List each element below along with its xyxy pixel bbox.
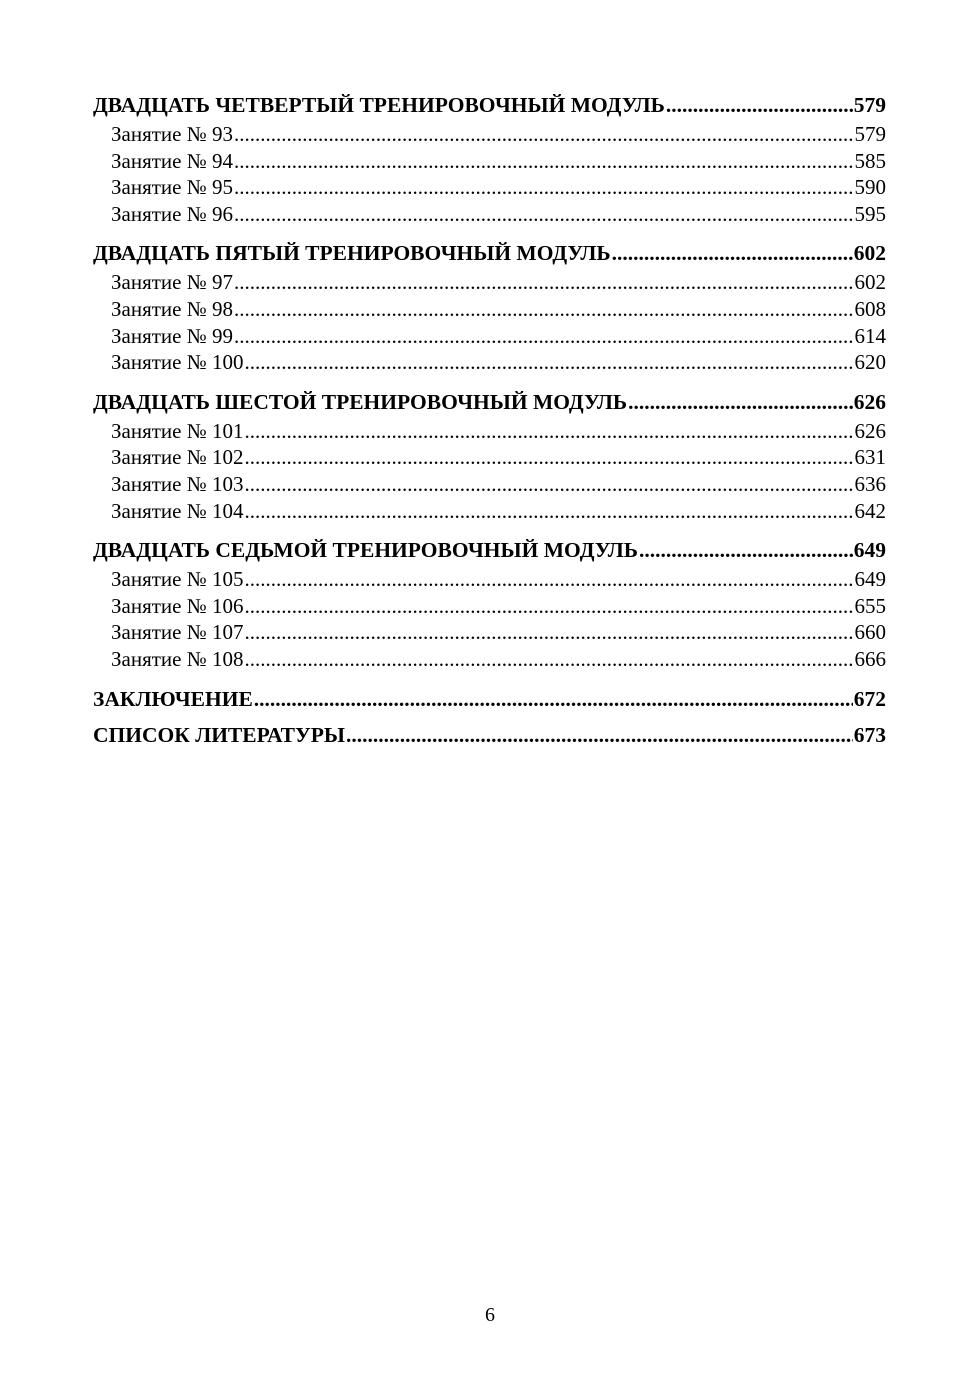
toc-lesson-entry[interactable] [93, 444, 886, 471]
lesson-title: Занятие № 93 [111, 122, 234, 146]
dot-leader [234, 269, 853, 296]
conclusion-title: ЗАКЛЮЧЕНИЕ [93, 686, 253, 711]
lesson-page-number: 626 [854, 418, 886, 443]
lesson-page-number: 631 [854, 445, 886, 470]
toc-section-heading[interactable] [93, 237, 886, 269]
toc-lesson-entry[interactable] [93, 296, 886, 323]
lesson-title: Занятие № 95 [111, 175, 234, 200]
lesson-title: Занятие № 103 [111, 471, 244, 496]
dot-leader [234, 296, 853, 323]
lesson-title: Занятие № 108 [111, 646, 244, 671]
toc-lesson-entry[interactable] [93, 418, 886, 445]
section-title: ДВАДЦАТЬ ПЯТЫЙ ТРЕНИРОВОЧНЫЙ МОДУЛЬ [93, 241, 611, 266]
dot-leader [346, 719, 853, 751]
lesson-title: Занятие № 94 [111, 148, 234, 173]
dot-leader [234, 121, 853, 148]
toc-references-heading[interactable] [93, 719, 886, 751]
dot-leader [666, 89, 853, 121]
lesson-page-number: 649 [854, 567, 886, 592]
lesson-page-number: 590 [854, 175, 886, 200]
dot-leader [245, 444, 854, 471]
lesson-page-number: 620 [854, 350, 886, 375]
page-number: 6 [485, 1304, 495, 1326]
lesson-page-number: 655 [854, 593, 886, 618]
lesson-title: Занятие № 96 [111, 201, 234, 226]
section-page-number: 649 [853, 538, 886, 563]
lesson-title: Занятие № 99 [111, 323, 234, 348]
dot-leader [245, 498, 854, 525]
lesson-title: Занятие № 100 [111, 350, 244, 375]
lesson-page-number: 636 [854, 471, 886, 496]
toc-section [93, 237, 886, 375]
dot-leader [245, 418, 854, 445]
lesson-page-number: 585 [854, 148, 886, 173]
conclusion-page-number: 672 [853, 686, 886, 711]
table-of-contents [93, 89, 886, 755]
section-title: ДВАДЦАТЬ ШЕСТОЙ ТРЕНИРОВОЧНЫЙ МОДУЛЬ [93, 389, 628, 414]
dot-leader [254, 683, 853, 715]
lesson-page-number: 579 [854, 122, 886, 146]
toc-lesson-entry[interactable] [93, 201, 886, 228]
toc-lesson-entry[interactable] [93, 174, 886, 201]
toc-lesson-entry[interactable] [93, 269, 886, 296]
lesson-title: Занятие № 105 [111, 567, 244, 592]
dot-leader [234, 323, 853, 350]
toc-section-heading[interactable] [93, 534, 886, 566]
toc-conclusion [93, 683, 886, 715]
dot-leader [245, 349, 854, 376]
lesson-page-number: 660 [854, 620, 886, 645]
dot-leader [245, 593, 854, 620]
dot-leader [639, 534, 853, 566]
lesson-page-number: 642 [854, 498, 886, 523]
lesson-title: Занятие № 107 [111, 620, 244, 645]
section-title: ДВАДЦАТЬ ЧЕТВЕРТЫЙ ТРЕНИРОВОЧНЫЙ МОДУЛЬ [93, 93, 665, 117]
references-page-number: 673 [853, 722, 886, 747]
dot-leader [612, 237, 853, 269]
toc-section [93, 386, 886, 524]
toc-lesson-entry[interactable] [93, 471, 886, 498]
references-title: СПИСОК ЛИТЕРАТУРЫ [93, 722, 345, 747]
lesson-title: Занятие № 104 [111, 498, 244, 523]
dot-leader [245, 619, 854, 646]
toc-lesson-entry[interactable] [93, 566, 886, 593]
toc-lesson-entry[interactable] [93, 121, 886, 148]
dot-leader [234, 148, 853, 175]
lesson-page-number: 666 [854, 646, 886, 671]
toc-lesson-entry[interactable] [93, 646, 886, 673]
dot-leader [245, 566, 854, 593]
lesson-title: Занятие № 102 [111, 445, 244, 470]
dot-leader [234, 201, 853, 228]
lesson-title: Занятие № 101 [111, 418, 244, 443]
toc-conclusion-heading[interactable] [93, 683, 886, 715]
dot-leader [245, 646, 854, 673]
toc-section-heading[interactable] [93, 89, 886, 121]
dot-leader [628, 386, 853, 418]
toc-lesson-entry[interactable] [93, 148, 886, 175]
lesson-title: Занятие № 97 [111, 270, 234, 295]
toc-lesson-entry[interactable] [93, 593, 886, 620]
toc-section [93, 89, 886, 227]
section-page-number: 602 [853, 241, 886, 266]
toc-lesson-entry[interactable] [93, 323, 886, 350]
toc-lesson-entry[interactable] [93, 498, 886, 525]
dot-leader [245, 471, 854, 498]
section-page-number: 626 [853, 389, 886, 414]
section-page-number: 579 [853, 93, 886, 117]
lesson-page-number: 595 [854, 201, 886, 226]
lesson-title: Занятие № 106 [111, 593, 244, 618]
toc-section [93, 534, 886, 672]
toc-lesson-entry[interactable] [93, 349, 886, 376]
dot-leader [234, 174, 853, 201]
toc-references [93, 719, 886, 751]
toc-lesson-entry[interactable] [93, 619, 886, 646]
section-title: ДВАДЦАТЬ СЕДЬМОЙ ТРЕНИРОВОЧНЫЙ МОДУЛЬ [93, 538, 638, 563]
lesson-page-number: 614 [854, 323, 886, 348]
toc-section-heading[interactable] [93, 386, 886, 418]
lesson-page-number: 602 [854, 270, 886, 295]
lesson-title: Занятие № 98 [111, 296, 234, 321]
lesson-page-number: 608 [854, 296, 886, 321]
